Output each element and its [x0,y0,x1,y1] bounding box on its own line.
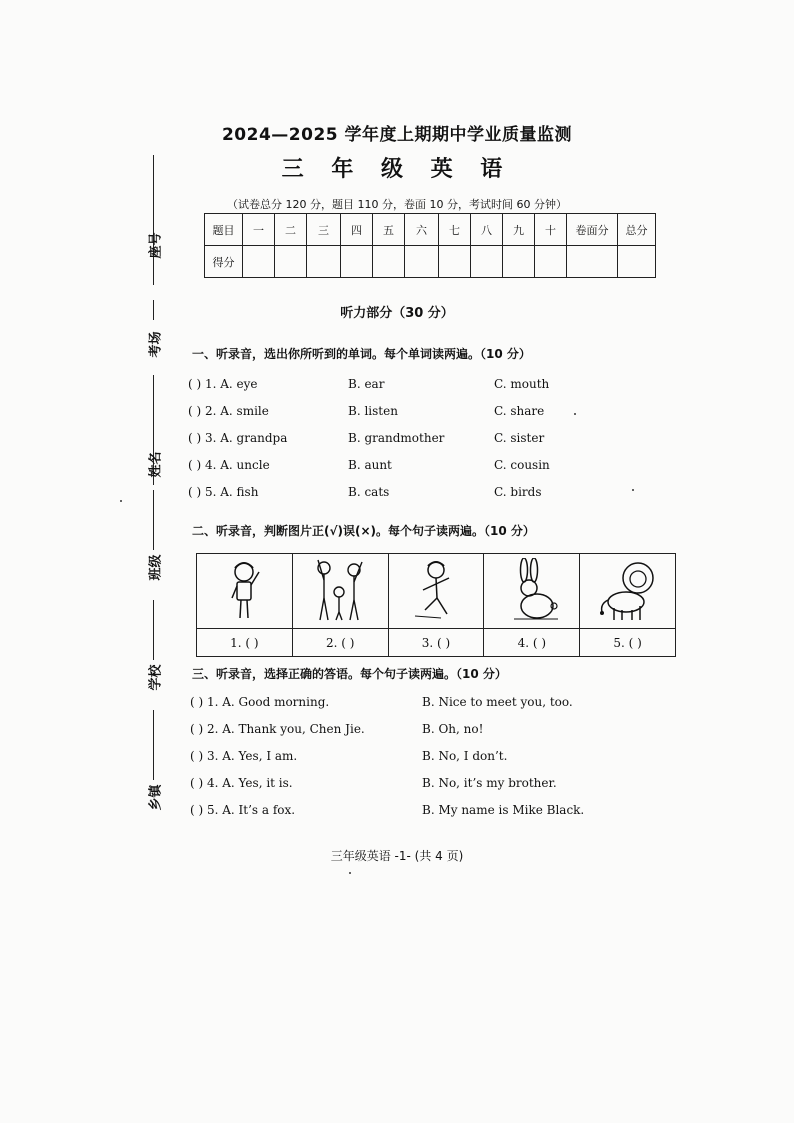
exam-note: （试卷总分 120 分，题目 110 分，卷面 10 分，考试时间 60 分钟） [227,198,567,211]
score-header-cell: 九 [503,214,535,246]
score-row-label: 得分 [205,246,243,278]
part3-item [188,749,648,769]
part3-item-b: B. Nice to meet you, too. [422,695,573,709]
part1-item-b: B. cats [348,485,390,499]
part3-item-a: ( ) 5. A. It’s a fox. [190,803,296,817]
part3-item-b: B. My name is Mike Black. [422,803,585,817]
scan-speck [632,489,634,491]
part3-item [188,776,648,796]
score-header-cell: 三 [307,214,341,246]
part3-title: 三、听录音，选择正确的答语。每个句子读两遍。（10 分） [192,667,507,681]
part1-item [188,377,648,397]
score-header-cell: 八 [471,214,503,246]
part1-item-b: B. listen [348,404,398,418]
binding-label-name: 姓名 [148,451,164,478]
score-cell[interactable] [618,246,656,278]
part1-item-c: C. sister [494,431,545,445]
score-cell[interactable] [243,246,275,278]
part3-item-b: B. No, it’s my brother. [422,776,557,790]
binding-line [153,600,154,660]
binding-label-room: 考场 [148,331,164,358]
score-table-score-row [205,246,656,278]
scan-speck [349,872,351,874]
part3-item-a: ( ) 4. A. Yes, it is. [190,776,293,790]
binding-label-seat: 座号 [148,232,164,259]
scan-speck [120,500,122,502]
part1-item-a: ( ) 3. A. grandpa [188,431,288,445]
page-footer: 三年级英语 -1- (共 4 页) [330,849,464,863]
part3-item [188,722,648,742]
rabbit-icon [502,558,562,624]
part2-title: 二、听录音，判断图片正(√)误(×)。每个句子读两遍。（10 分） [192,524,535,538]
exam-subject: 三 年 级 英 语 [281,157,513,182]
picture-answer-1[interactable]: 1. ( ) [197,629,293,656]
score-header-cell: 一 [243,214,275,246]
part1-item [188,431,648,451]
part3-item [188,695,648,715]
binding-label-class: 班级 [148,554,164,581]
part1-item-a: ( ) 1. A. eye [188,377,258,391]
lion-icon [596,558,660,624]
picture-cell [580,554,675,628]
boy-running-icon [411,558,461,624]
part1-item-b: B. grandmother [348,431,445,445]
picture-cell [484,554,580,628]
score-cell[interactable] [341,246,373,278]
binding-line [153,490,154,550]
picture-answer-4[interactable]: 4. ( ) [484,629,580,656]
picture-answer-3[interactable]: 3. ( ) [389,629,485,656]
part1-item-c: C. share [494,404,545,418]
listening-section-title: 听力部分（30 分） [340,306,454,321]
picture-answer-5[interactable]: 5. ( ) [613,635,642,650]
score-header-cell: 十 [535,214,567,246]
part1-item-b: B. ear [348,377,385,391]
exam-title: 2024—2025 学年度上期期中学业质量监测 [221,125,573,145]
score-cell[interactable] [439,246,471,278]
scan-speck [574,413,576,415]
score-cell[interactable] [503,246,535,278]
part1-item-a: ( ) 2. A. smile [188,404,269,418]
score-header-cell: 题目 [205,214,243,246]
score-cell[interactable] [535,246,567,278]
part1-item [188,485,648,505]
picture-cell [389,554,485,628]
part1-item-c: C. birds [494,485,542,499]
part1-item [188,404,648,424]
boy-waving-icon [224,558,264,624]
part1-item-a: ( ) 5. A. fish [188,485,259,499]
score-cell[interactable] [307,246,341,278]
score-cell[interactable] [373,246,405,278]
picture-table [196,553,676,657]
score-cell[interactable] [275,246,307,278]
score-header-cell: 卷面分 [567,214,618,246]
score-header-cell: 六 [405,214,439,246]
score-header-cell: 总分 [618,214,656,246]
binding-line [153,710,154,780]
score-cell[interactable] [567,246,618,278]
score-cell[interactable] [405,246,439,278]
part3-item-b: B. No, I don’t. [422,749,508,763]
family-icon [310,558,370,624]
picture-answer-2[interactable]: 2. ( ) [293,629,389,656]
part3-item-a: ( ) 3. A. Yes, I am. [190,749,298,763]
part1-item-b: B. aunt [348,458,392,472]
score-table [204,213,656,278]
score-header-cell: 四 [341,214,373,246]
part1-item-c: C. mouth [494,377,550,391]
score-header-cell: 七 [439,214,471,246]
part1-item-c: C. cousin [494,458,550,472]
part3-item [188,803,648,823]
part3-item-b: B. Oh, no! [422,722,484,736]
picture-cell [293,554,389,628]
score-header-cell: 五 [373,214,405,246]
part3-item-a: ( ) 2. A. Thank you, Chen Jie. [190,722,365,736]
part3-item-a: ( ) 1. A. Good morning. [190,695,330,709]
binding-label-town: 乡镇 [148,784,164,811]
picture-cell [197,554,293,628]
part1-item [188,458,648,478]
score-cell[interactable] [471,246,503,278]
part1-title: 一、听录音，选出你所听到的单词。每个单词读两遍。（10 分） [192,347,531,361]
part1-item-a: ( ) 4. A. uncle [188,458,270,472]
score-table-header-row [205,214,656,246]
binding-label-school: 学校 [148,664,164,691]
score-header-cell: 二 [275,214,307,246]
